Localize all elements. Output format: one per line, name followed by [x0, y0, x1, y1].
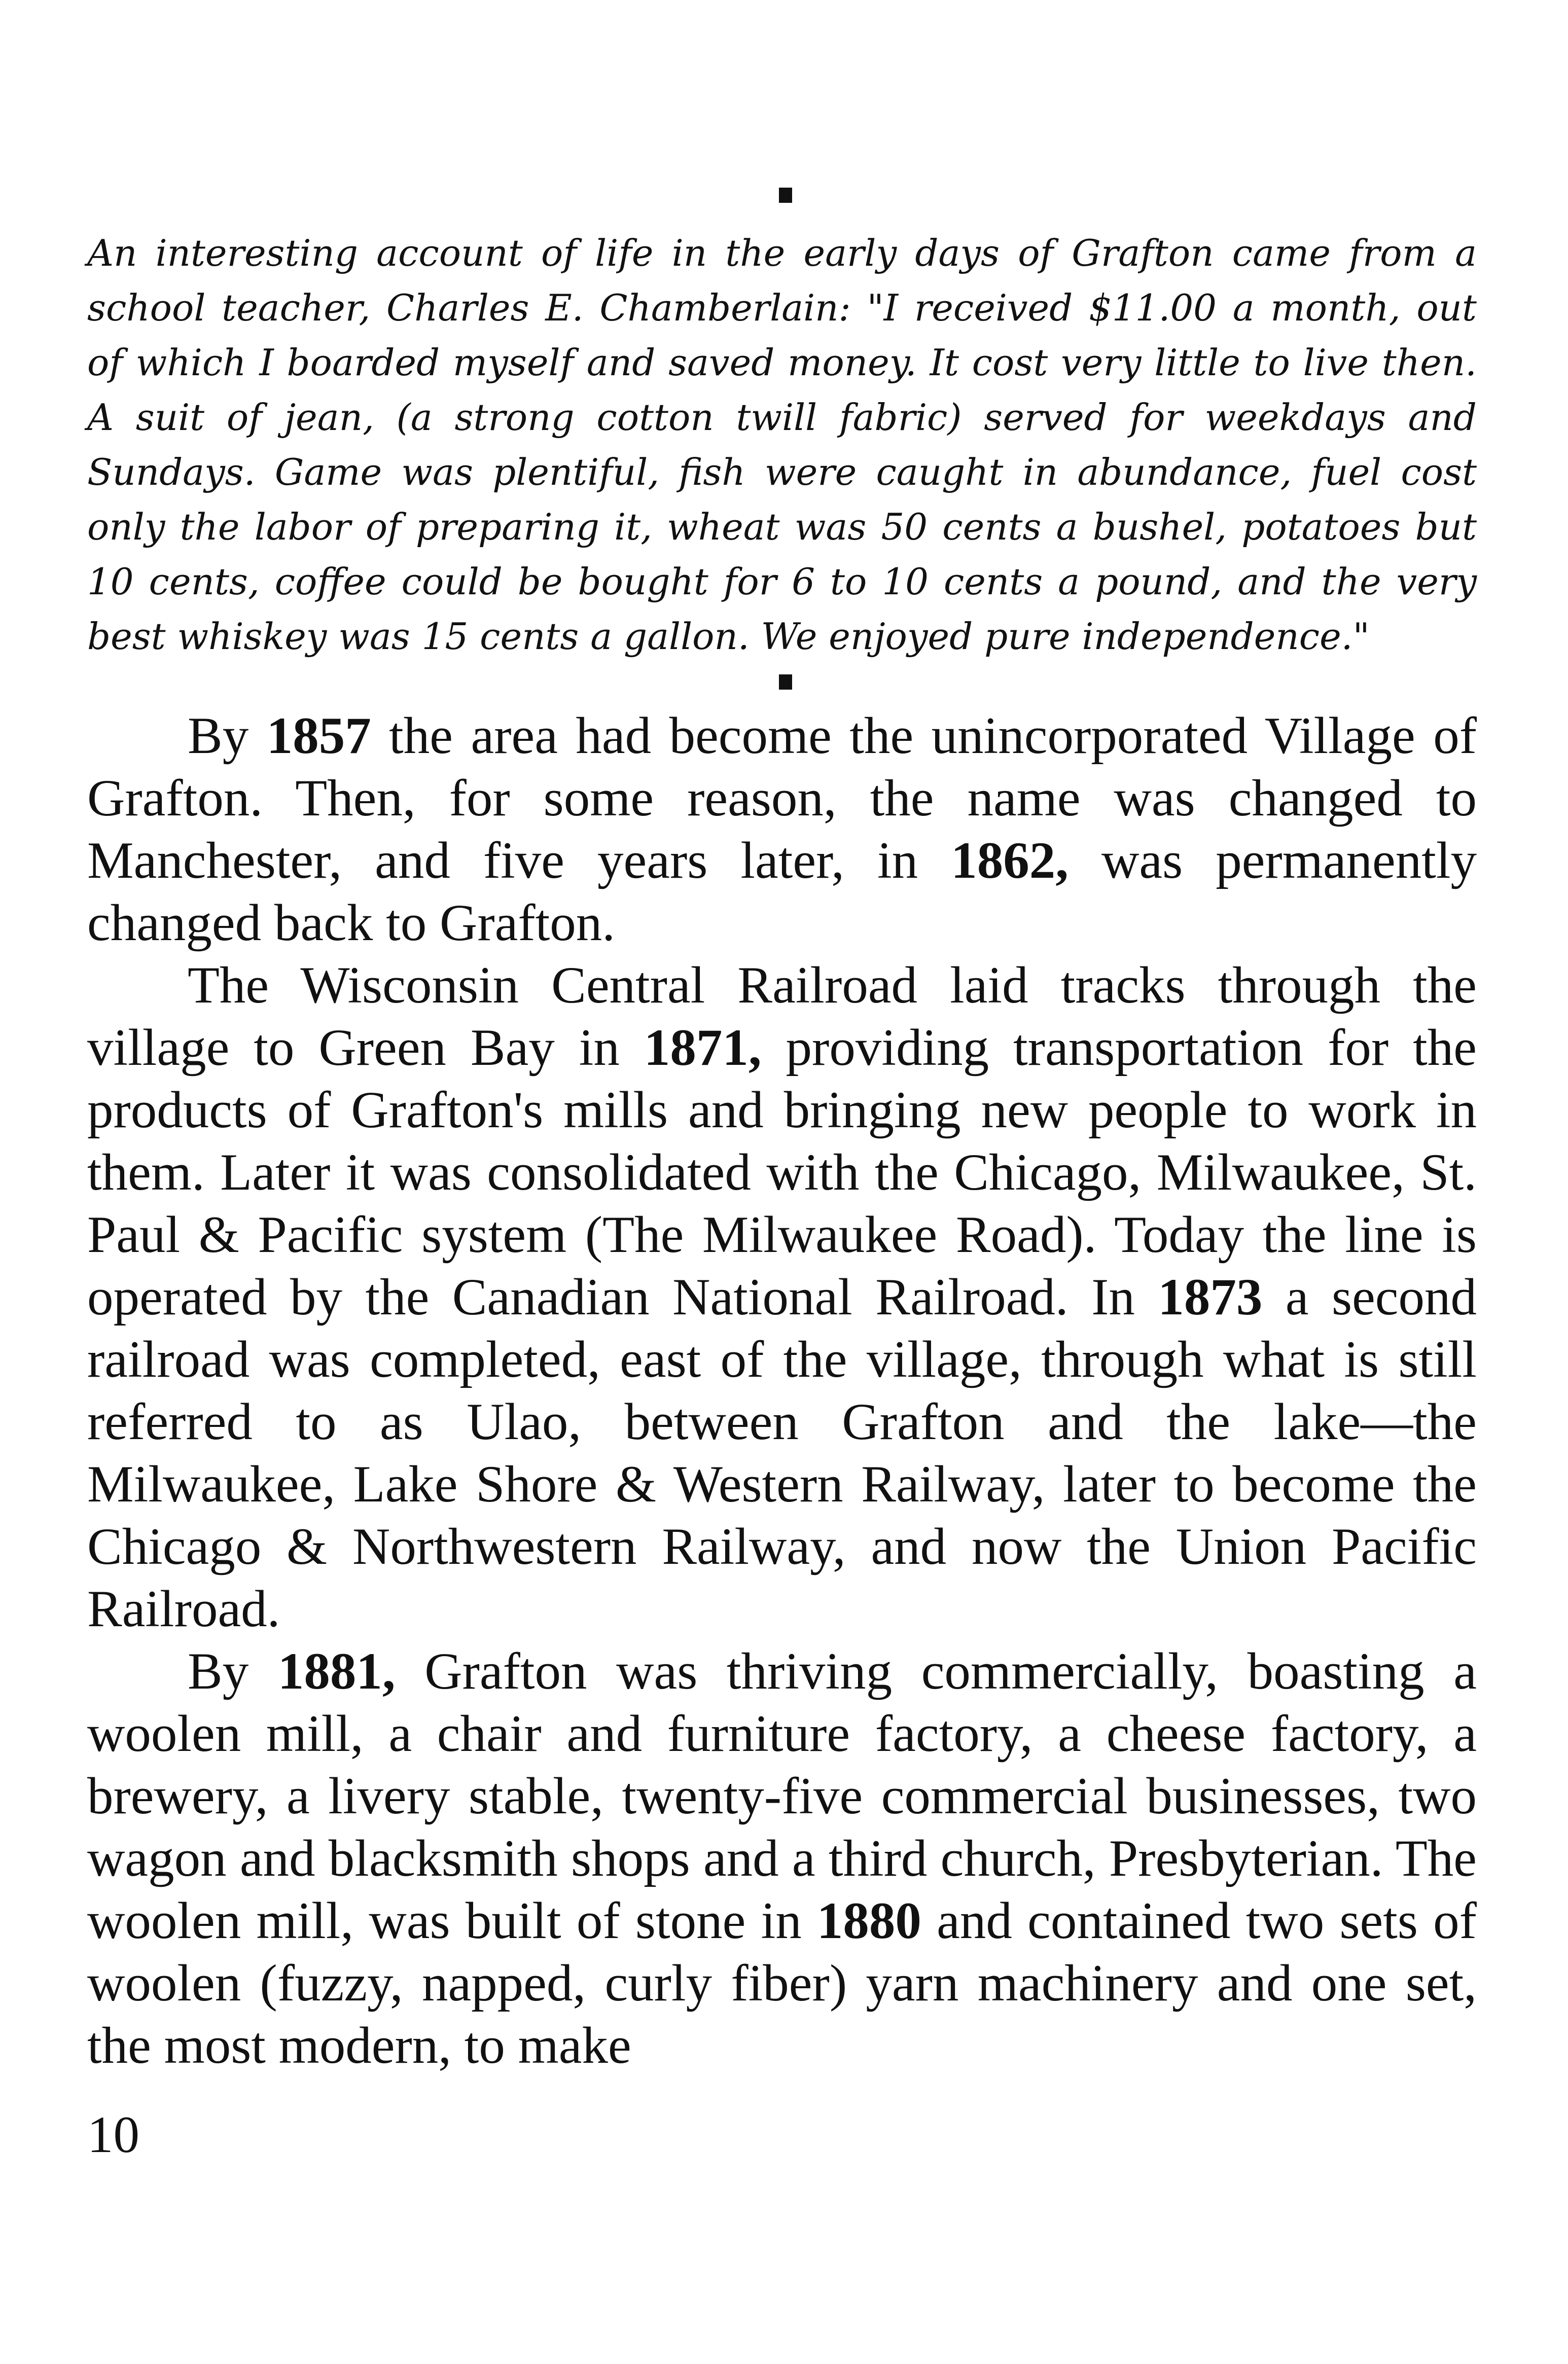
section-divider-bullet-top [779, 188, 792, 203]
year-1857: 1857 [266, 707, 371, 765]
section-divider-bullet-middle [779, 674, 792, 690]
paragraph-railroad: The Wisconsin Central Railroad laid tracks through the village to Green Bay in 1871, providing transportation for the products of Grafton's mills and bringing new people to work in them. Later it was consolidated with the Chicago, Milwaukee, St. Paul & Pacific system (The Milwaukee Road). Today the line is operated by the Canadian National Railroad. In 1873 a second railroad was completed, east of the village, through what is still referred to as Ulao, between Grafton and the lake—the Milwaukee, Lake Shore & Western Railway, later to become the Chicago & Northwestern Railway, and now the Union Pacific Railroad. [87, 956, 1477, 1638]
year-1880: 1880 [816, 1892, 921, 1950]
body-text [87, 705, 1477, 2077]
page-number: 10 [87, 2106, 139, 2164]
year-1871: 1871, [644, 1019, 762, 1077]
paragraph-1857: By 1857 the area had become the unincorporated Village of Grafton. Then, for some reason, the name was changed to Manchester, and five years later, in 1862, was permanently changed back to Grafton. [87, 707, 1477, 952]
year-1881: 1881, [277, 1642, 396, 1700]
paragraph-1881: By 1881, Grafton was thriving commercially, boasting a woolen mill, a chair and furniture factory, a cheese factory, a brewery, a livery stable, twenty-five commercial businesses, two wagon and blacksmith shops and a third church, Presbyterian. The woolen mill, was built of stone in 1880 and contained two sets of woolen (fuzzy, napped, curly fiber) yarn machinery and one set, the most modern, to make [87, 1642, 1477, 2074]
chamberlain-quote: An interesting account of life in the early days of Grafton came from a school teacher, Charles E. Chamberlain: "I received $11.00 a month, out of which I boarded myself and saved money. It cost very little to live then. A suit of jean, (a strong cotton twill fabric) served for weekdays and Sundays. Game was plentiful, fish were caught in abundance, fuel cost only the labor of preparing it, wheat was 50 cents a bushel, potatoes but 10 cents, coffee could be bought for 6 to 10 cents a pound, and the very best whiskey was 15 cents a gallon. We enjoyed pure independence." [87, 232, 1477, 658]
year-1873: 1873 [1158, 1268, 1263, 1326]
year-1862: 1862, [951, 832, 1068, 889]
